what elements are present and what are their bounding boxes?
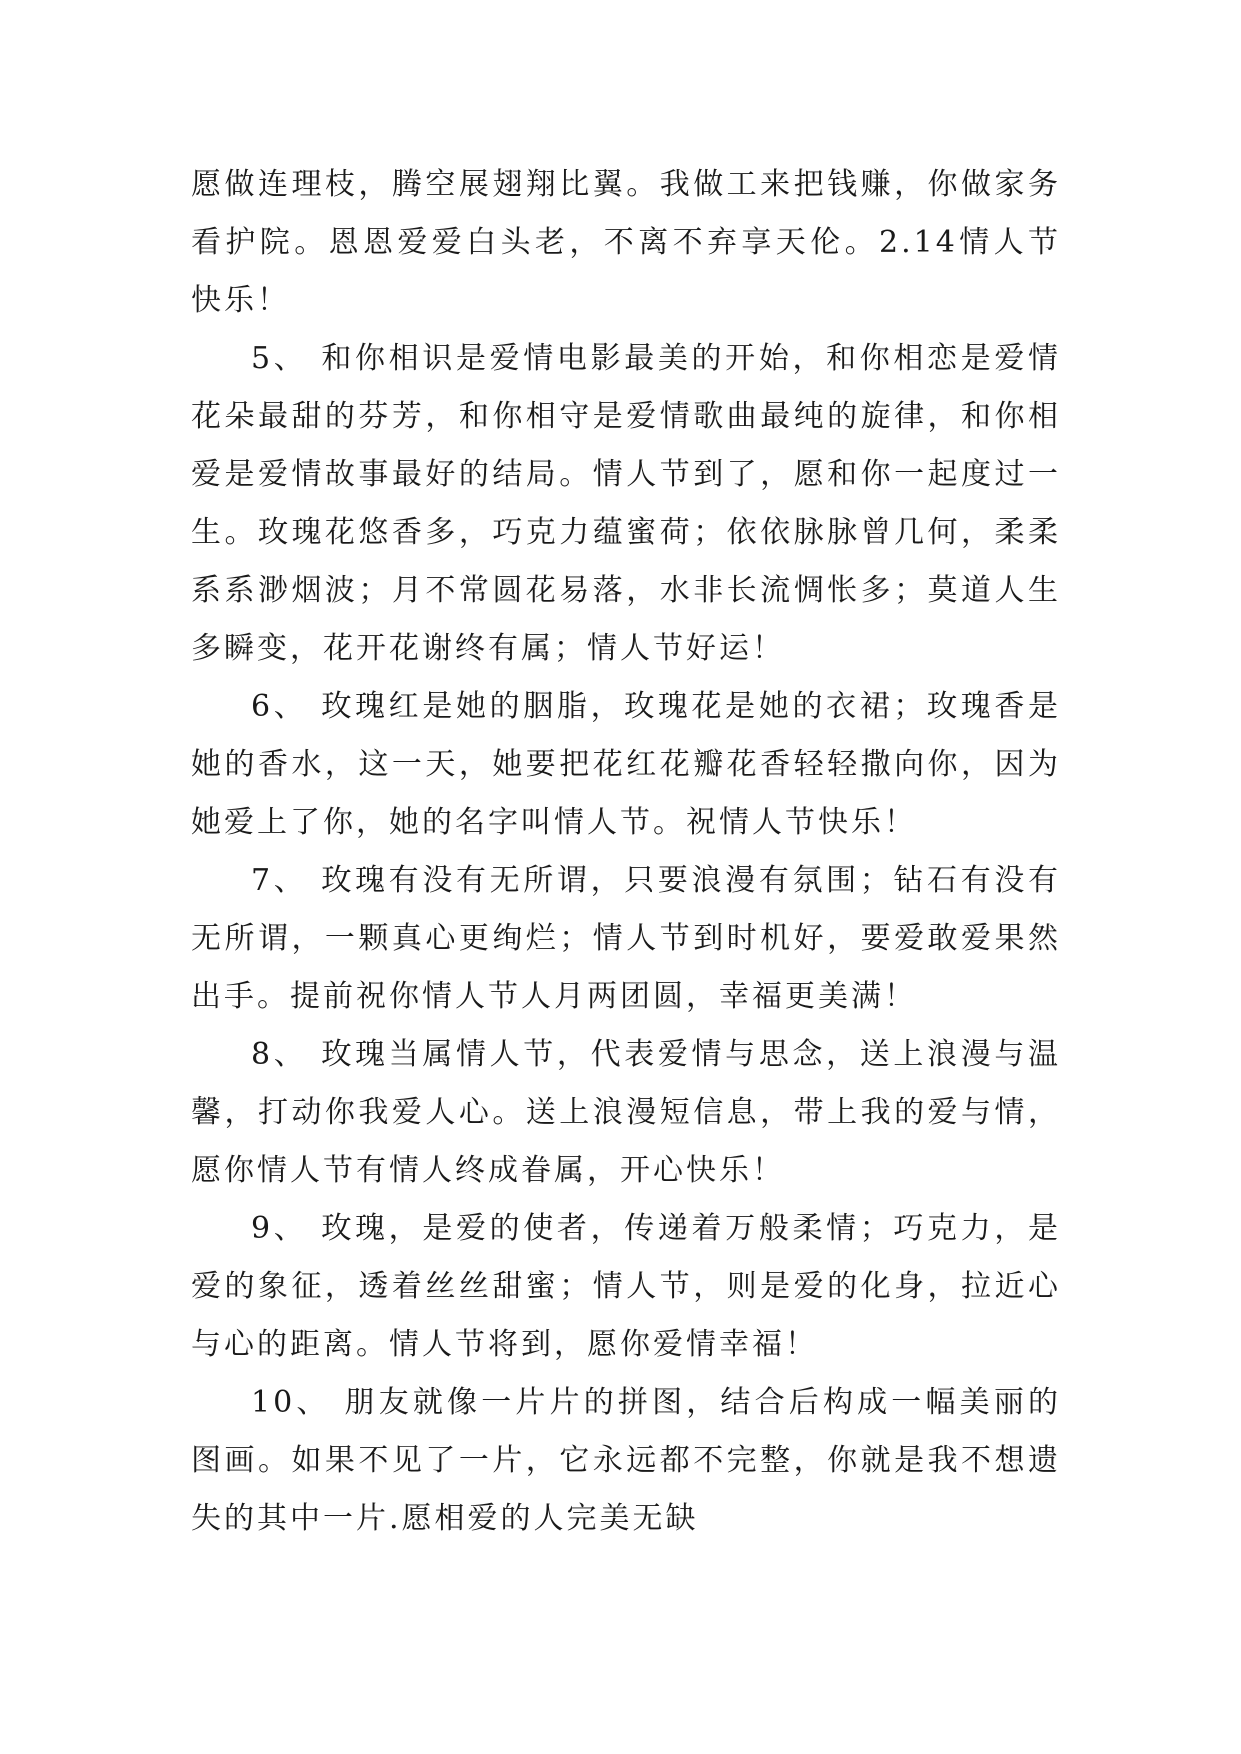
paragraph-item-6	[191, 678, 1061, 852]
document-body	[191, 156, 1061, 1548]
paragraph-item-5	[191, 330, 1061, 678]
item-number: 9、	[251, 1211, 308, 1246]
paragraph-item-7	[191, 852, 1061, 1026]
paragraph-text: 玫瑰当属情人节，代表爱情与思念，送上浪漫与温馨，打动你我爱人心。送上浪漫短信息，带上我的爱与情，愿你情人节有情人终成眷属，开心快乐！	[191, 1037, 1061, 1188]
paragraph-item-10	[191, 1374, 1061, 1548]
item-number: 7、	[251, 863, 308, 898]
paragraph-item-9	[191, 1200, 1061, 1374]
item-number: 6、	[251, 689, 308, 724]
paragraph-text: 玫瑰有没有无所谓，只要浪漫有氛围；钻石有没有无所谓，一颗真心更绚烂；情人节到时机好，要爱敢爱果然出手。提前祝你情人节人月两团圆，幸福更美满！	[191, 863, 1061, 1014]
paragraph-item-8	[191, 1026, 1061, 1200]
item-number: 10、	[251, 1385, 331, 1420]
paragraph-continued	[191, 156, 1061, 330]
paragraph-text: 玫瑰红是她的胭脂，玫瑰花是她的衣裙；玫瑰香是她的香水，这一天，她要把花红花瓣花香轻轻撒向你，因为她爱上了你，她的名字叫情人节。祝情人节快乐！	[191, 689, 1061, 840]
paragraph-text: 愿做连理枝，腾空展翅翔比翼。我做工来把钱赚，你做家务看护院。恩恩爱爱白头老，不离不弃享天伦。2.14情人节快乐！	[191, 167, 1061, 318]
paragraph-text: 玫瑰，是爱的使者，传递着万般柔情；巧克力，是爱的象征，透着丝丝甜蜜；情人节，则是爱的化身，拉近心与心的距离。情人节将到，愿你爱情幸福！	[191, 1211, 1061, 1362]
paragraph-text: 朋友就像一片片的拼图，结合后构成一幅美丽的图画。如果不见了一片，它永远都不完整，你就是我不想遗失的其中一片.愿相爱的人完美无缺	[191, 1385, 1061, 1536]
item-number: 5、	[251, 341, 308, 376]
item-number: 8、	[251, 1037, 308, 1072]
paragraph-text: 和你相识是爱情电影最美的开始，和你相恋是爱情花朵最甜的芬芳，和你相守是爱情歌曲最纯的旋律，和你相爱是爱情故事最好的结局。情人节到了，愿和你一起度过一生。玫瑰花悠香多，巧克力蕴蜜荷；依依脉脉曾几何，柔柔系系渺烟波；月不常圆花易落，水非长流惆怅多；莫道人生多瞬变，花开花谢终有属；情人节好运！	[191, 341, 1061, 666]
